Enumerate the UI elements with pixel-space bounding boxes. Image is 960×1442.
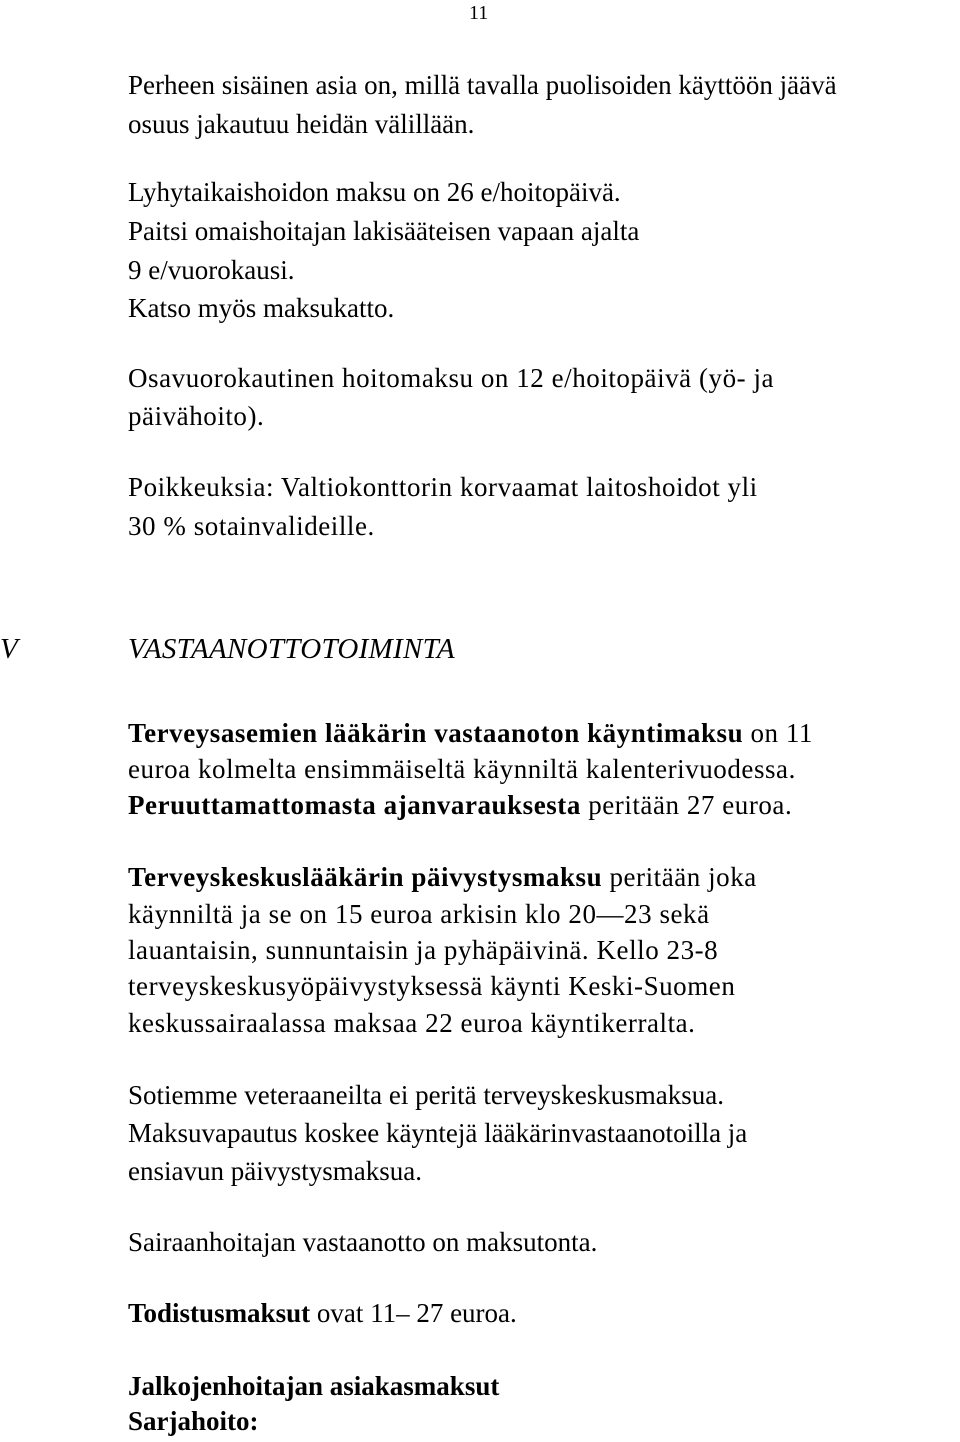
subheading: [128, 1370, 499, 1402]
text-line: [128, 861, 757, 893]
text-span: peritään joka: [602, 862, 757, 892]
page-number: 11: [469, 2, 489, 24]
text-line: lauantaisin, sunnuntaisin ja pyhäpäivinä. Kello 23-8: [128, 935, 719, 965]
text-line: Poikkeuksia: Valtiokonttorin korvaamat laitoshoidot yli: [128, 472, 758, 502]
text-line: Perheen sisäinen asia on, millä tavalla puolisoiden käyttöön jäävä: [128, 70, 837, 100]
text-span: on 11: [743, 718, 813, 748]
bold-term: Terveysasemien lääkärin vastaanoton käyntimaksu: [128, 718, 744, 748]
text-line: ensiavun päivystysmaksua.: [128, 1156, 422, 1186]
text-line: keskussairaalassa maksaa 22 euroa käyntikerralta.: [128, 1008, 696, 1038]
text-line: osuus jakautuu heidän välillään.: [128, 109, 475, 139]
text-line: euroa kolmelta ensimmäiseltä käynniltä kalenterivuodessa.: [128, 754, 796, 784]
subheading: [128, 1405, 259, 1437]
bold-term: Terveyskeskuslääkärin päivystysmaksu: [128, 862, 603, 892]
text-line: Lyhytaikaishoidon maksu on 26 e/hoitopäivä.: [128, 177, 621, 207]
bold-term: Sarjahoito:: [128, 1406, 259, 1436]
text-line: 30 % sotainvalideille.: [128, 511, 375, 541]
text-line: terveyskeskusyöpäivystyksessä käynti Keski-Suomen: [128, 971, 736, 1001]
text-line: Osavuorokautinen hoitomaksu on 12 e/hoitopäivä (yö- ja: [128, 363, 775, 393]
text-line: Katso myös maksukatto.: [128, 293, 395, 323]
text-span: peritään 27 euroa.: [580, 790, 793, 820]
text-line: 9 e/vuorokausi.: [128, 255, 295, 285]
text-line: käynniltä ja se on 15 euroa arkisin klo 20—23 sekä: [128, 899, 710, 929]
bold-term: Todistusmaksut: [128, 1298, 311, 1328]
text-line: päivähoito).: [128, 401, 265, 431]
text-line: [128, 1297, 517, 1329]
text-line: [128, 717, 813, 749]
text-line: Maksuvapautus koskee käyntejä lääkärinvastaanotoilla ja: [128, 1118, 748, 1148]
text-line: Sairaanhoitajan vastaanotto on maksutonta.: [128, 1227, 598, 1257]
text-line: Sotiemme veteraaneilta ei peritä terveyskeskusmaksua.: [128, 1080, 725, 1110]
text-line: Paitsi omaishoitajan lakisääteisen vapaan ajalta: [128, 216, 640, 246]
section-number: V: [0, 633, 18, 665]
text-span: ovat 11– 27 euroa.: [310, 1298, 517, 1328]
bold-term: Peruuttamattomasta ajanvarauksesta: [128, 790, 581, 820]
bold-term: Jalkojenhoitajan asiakasmaksut: [128, 1371, 500, 1401]
section-heading: VASTAANOTTOTOIMINTA: [128, 633, 455, 665]
text-line: [128, 789, 792, 821]
